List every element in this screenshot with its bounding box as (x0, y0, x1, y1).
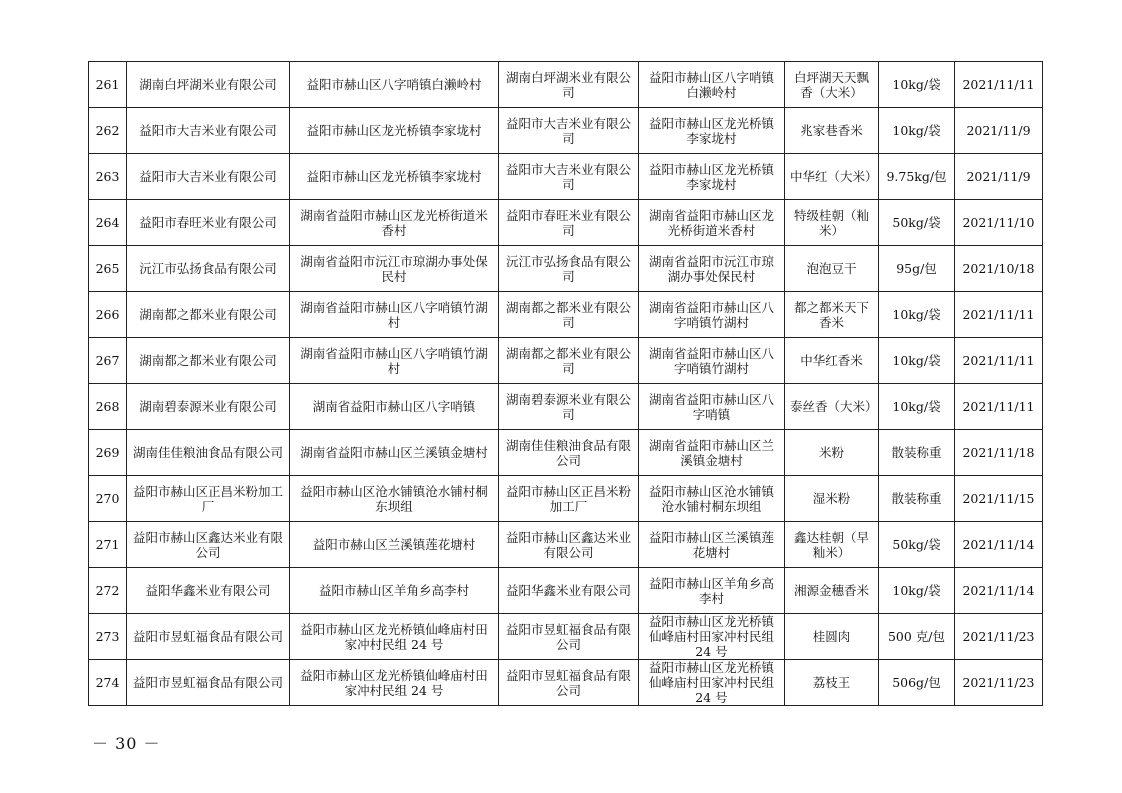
cell-spec: 50kg/袋 (879, 200, 955, 246)
cell-product: 兆家巷香米 (785, 108, 879, 154)
cell-number: 270 (89, 476, 127, 522)
cell-product: 鑫达桂朝（早籼米） (785, 522, 879, 568)
cell-spec: 500 克/包 (879, 614, 955, 660)
table-row (89, 430, 1043, 476)
cell-producer-address: 湖南省益阳市赫山区八字哨镇竹湖村 (639, 292, 785, 338)
cell-company-address: 益阳市赫山区龙光桥镇仙峰庙村田家冲村民组 24 号 (290, 614, 499, 660)
cell-company: 益阳市赫山区鑫达米业有限公司 (127, 522, 290, 568)
cell-date: 2021/11/14 (955, 568, 1043, 614)
cell-spec: 50kg/袋 (879, 522, 955, 568)
cell-number: 272 (89, 568, 127, 614)
table-row (89, 108, 1043, 154)
cell-date: 2021/10/18 (955, 246, 1043, 292)
cell-spec: 散装称重 (879, 430, 955, 476)
cell-producer-address: 益阳市赫山区龙光桥镇仙峰庙村田家冲村民组 24 号 (639, 660, 785, 706)
cell-date: 2021/11/18 (955, 430, 1043, 476)
cell-company-address: 湖南省益阳市赫山区龙光桥街道米香村 (290, 200, 499, 246)
table-row (89, 568, 1043, 614)
cell-number: 271 (89, 522, 127, 568)
cell-producer-address: 益阳市赫山区龙光桥镇仙峰庙村田家冲村民组 24 号 (639, 614, 785, 660)
cell-producer: 益阳市大吉米业有限公司 (499, 108, 639, 154)
cell-date: 2021/11/23 (955, 614, 1043, 660)
cell-producer: 益阳市昱虹福食品有限公司 (499, 614, 639, 660)
cell-date: 2021/11/15 (955, 476, 1043, 522)
cell-producer: 湖南佳佳粮油食品有限公司 (499, 430, 639, 476)
cell-producer: 益阳市春旺米业有限公司 (499, 200, 639, 246)
cell-company: 益阳市昱虹福食品有限公司 (127, 614, 290, 660)
cell-date: 2021/11/9 (955, 108, 1043, 154)
cell-date: 2021/11/23 (955, 660, 1043, 706)
cell-producer-address: 益阳市赫山区八字哨镇白濑岭村 (639, 62, 785, 108)
table-row (89, 476, 1043, 522)
cell-product: 中华红香米 (785, 338, 879, 384)
cell-spec: 95g/包 (879, 246, 955, 292)
cell-number: 274 (89, 660, 127, 706)
cell-date: 2021/11/10 (955, 200, 1043, 246)
cell-product: 湘源金穗香米 (785, 568, 879, 614)
page-number: － 30 － (92, 734, 161, 753)
table-row (89, 338, 1043, 384)
cell-producer: 湖南都之都米业有限公司 (499, 292, 639, 338)
cell-spec: 506g/包 (879, 660, 955, 706)
cell-product: 桂圆肉 (785, 614, 879, 660)
cell-company: 湖南都之都米业有限公司 (127, 338, 290, 384)
cell-product: 泰丝香（大米） (785, 384, 879, 430)
cell-number: 266 (89, 292, 127, 338)
table-row (89, 292, 1043, 338)
table-row (89, 62, 1043, 108)
table-row (89, 614, 1043, 660)
table-row (89, 246, 1043, 292)
cell-date: 2021/11/11 (955, 292, 1043, 338)
cell-company-address: 湖南省益阳市赫山区兰溪镇金塘村 (290, 430, 499, 476)
cell-product: 湿米粉 (785, 476, 879, 522)
cell-producer-address: 湖南省益阳市赫山区八字哨镇竹湖村 (639, 338, 785, 384)
cell-producer: 益阳市大吉米业有限公司 (499, 154, 639, 200)
cell-product: 中华红（大米） (785, 154, 879, 200)
cell-company-address: 湖南省益阳市沅江市琼湖办事处保民村 (290, 246, 499, 292)
cell-producer: 益阳市昱虹福食品有限公司 (499, 660, 639, 706)
cell-company: 益阳市昱虹福食品有限公司 (127, 660, 290, 706)
cell-company: 湖南佳佳粮油食品有限公司 (127, 430, 290, 476)
cell-company: 益阳市春旺米业有限公司 (127, 200, 290, 246)
cell-company: 湖南碧泰源米业有限公司 (127, 384, 290, 430)
cell-date: 2021/11/11 (955, 338, 1043, 384)
cell-number: 268 (89, 384, 127, 430)
cell-date: 2021/11/14 (955, 522, 1043, 568)
cell-producer: 湖南都之都米业有限公司 (499, 338, 639, 384)
table-row (89, 154, 1043, 200)
cell-number: 263 (89, 154, 127, 200)
cell-number: 267 (89, 338, 127, 384)
cell-spec: 10kg/袋 (879, 384, 955, 430)
cell-number: 264 (89, 200, 127, 246)
cell-spec: 10kg/袋 (879, 292, 955, 338)
cell-producer-address: 益阳市赫山区沧水铺镇沧水铺村桐东坝组 (639, 476, 785, 522)
cell-spec: 9.75kg/包 (879, 154, 955, 200)
cell-producer-address: 湖南省益阳市赫山区兰溪镇金塘村 (639, 430, 785, 476)
cell-date: 2021/11/11 (955, 384, 1043, 430)
cell-company: 湖南都之都米业有限公司 (127, 292, 290, 338)
cell-product: 白坪湖天天飘香（大米） (785, 62, 879, 108)
cell-producer: 益阳市赫山区鑫达米业有限公司 (499, 522, 639, 568)
cell-company-address: 益阳市赫山区龙光桥镇仙峰庙村田家冲村民组 24 号 (290, 660, 499, 706)
cell-product: 荔枝王 (785, 660, 879, 706)
cell-producer: 湖南碧泰源米业有限公司 (499, 384, 639, 430)
cell-number: 265 (89, 246, 127, 292)
cell-producer-address: 湖南省益阳市赫山区八字哨镇 (639, 384, 785, 430)
cell-spec: 10kg/袋 (879, 108, 955, 154)
cell-number: 269 (89, 430, 127, 476)
cell-producer-address: 湖南省益阳市赫山区龙光桥街道米香村 (639, 200, 785, 246)
cell-company: 益阳市大吉米业有限公司 (127, 108, 290, 154)
cell-date: 2021/11/11 (955, 62, 1043, 108)
cell-company: 益阳市大吉米业有限公司 (127, 154, 290, 200)
cell-company-address: 湖南省益阳市赫山区八字哨镇竹湖村 (290, 338, 499, 384)
cell-producer-address: 益阳市赫山区兰溪镇莲花塘村 (639, 522, 785, 568)
cell-number: 261 (89, 62, 127, 108)
cell-company-address: 益阳市赫山区八字哨镇白濑岭村 (290, 62, 499, 108)
cell-company-address: 益阳市赫山区龙光桥镇李家垅村 (290, 108, 499, 154)
cell-company-address: 益阳市赫山区羊角乡高李村 (290, 568, 499, 614)
cell-product: 特级桂朝（籼米） (785, 200, 879, 246)
cell-company: 湖南白坪湖米业有限公司 (127, 62, 290, 108)
table-row (89, 660, 1043, 706)
cell-spec: 散装称重 (879, 476, 955, 522)
cell-company: 沅江市弘扬食品有限公司 (127, 246, 290, 292)
cell-company: 益阳市赫山区正昌米粉加工厂 (127, 476, 290, 522)
table-row (89, 200, 1043, 246)
cell-company-address: 益阳市赫山区龙光桥镇李家垅村 (290, 154, 499, 200)
cell-date: 2021/11/9 (955, 154, 1043, 200)
cell-company-address: 益阳市赫山区兰溪镇莲花塘村 (290, 522, 499, 568)
cell-producer-address: 益阳市赫山区龙光桥镇李家垅村 (639, 154, 785, 200)
cell-company-address: 湖南省益阳市赫山区八字哨镇竹湖村 (290, 292, 499, 338)
cell-producer: 湖南白坪湖米业有限公司 (499, 62, 639, 108)
cell-company-address: 湖南省益阳市赫山区八字哨镇 (290, 384, 499, 430)
cell-company: 益阳华鑫米业有限公司 (127, 568, 290, 614)
cell-number: 262 (89, 108, 127, 154)
cell-spec: 10kg/袋 (879, 568, 955, 614)
cell-producer: 益阳华鑫米业有限公司 (499, 568, 639, 614)
cell-product: 米粉 (785, 430, 879, 476)
data-table (88, 61, 1043, 706)
table-row (89, 522, 1043, 568)
table-row (89, 384, 1043, 430)
cell-spec: 10kg/袋 (879, 62, 955, 108)
cell-product: 泡泡豆干 (785, 246, 879, 292)
cell-producer: 沅江市弘扬食品有限公司 (499, 246, 639, 292)
table-body (89, 62, 1043, 706)
cell-company-address: 益阳市赫山区沧水铺镇沧水铺村桐东坝组 (290, 476, 499, 522)
cell-product: 都之都米天下香米 (785, 292, 879, 338)
cell-number: 273 (89, 614, 127, 660)
cell-producer-address: 益阳市赫山区龙光桥镇李家垅村 (639, 108, 785, 154)
cell-producer-address: 湖南省益阳市沅江市琼湖办事处保民村 (639, 246, 785, 292)
cell-spec: 10kg/袋 (879, 338, 955, 384)
cell-producer-address: 益阳市赫山区羊角乡高李村 (639, 568, 785, 614)
cell-producer: 益阳市赫山区正昌米粉加工厂 (499, 476, 639, 522)
